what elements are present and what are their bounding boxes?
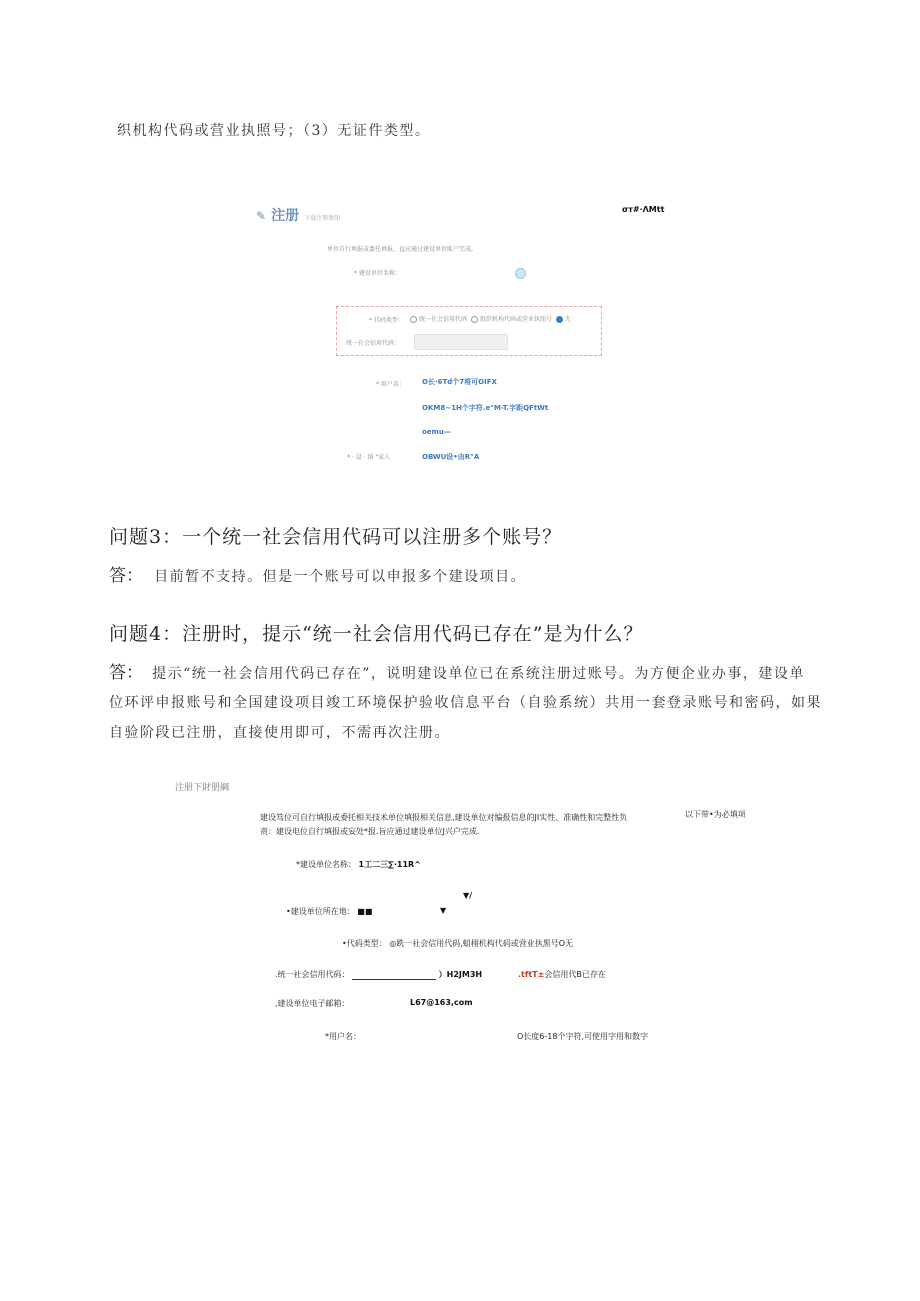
email-label: ,建设单位电子邮箱： [275,999,350,1008]
radio3-label: 无 [564,316,571,323]
answer-3-text: 目前暂不支持。但是一个账号可以申报多个建设项目。 [154,569,527,585]
register-subtitle[interactable]: 下载注册须知 [304,215,341,222]
radio1-label: 统一社会信用代码 [419,316,468,323]
answer-4-line2: 位环评申报账号和全国建设项目竣工环境保护验收信息平台（自验系统）共用一套登录账号和密码，如果 [109,695,822,711]
code-type-label: •代码类型： [342,939,387,948]
answer-4-line1 [109,658,805,683]
hint2-text: OKM8~1H个字符.e"M-T.字距QFtWt [422,404,549,412]
contact-hint [422,452,479,462]
pencil-icon: ✎ [256,209,267,223]
info-icon[interactable] [515,268,526,279]
radio2-label: 组织机构代码或营业执照号 [479,316,552,323]
username-label: *用户名： [325,1032,361,1041]
radio-org-code[interactable] [471,316,478,323]
password-hint [422,403,548,413]
required-note: 以下带•为必填项 [685,810,746,819]
radio-none[interactable] [556,316,563,323]
credit-code-field [275,969,482,980]
answer-3 [109,561,526,586]
error-message [518,969,606,980]
location-field [286,906,372,917]
question-4: 问题4：注册时，提示“统一社会信用代码已存在”是为什么？ [109,623,644,645]
answer-4-text-1: 提示“统一社会信用代码已存在”，说明建设单位已在系统注册过账号。为方便企业办事，建设单 [152,666,805,682]
unit-name-label: * 建设单位名称： [354,270,401,277]
hint1-text: O长·6Td个7将可OIFX [422,378,497,386]
hint4-text: OBWU设•由R"A [422,453,480,461]
code-type-label: * 代码类型： [369,317,404,324]
username-hint [422,377,497,387]
unit-name-label: *建设单位名称： [296,860,356,869]
unit-name-field [296,859,421,870]
chevron-down-icon[interactable]: ▼ [440,906,447,915]
register-title: 注册 [271,208,300,224]
location-label: •建设单位所在地： [286,907,355,916]
error-text: 会信用代B已存在 [544,970,606,979]
email-field [275,998,350,1009]
code-type-radios [408,314,571,323]
email-value[interactable]: L67@163,com [410,998,473,1007]
code-type-field [342,938,573,949]
intro-line: 织机构代码或营业执照号；（3）无证件类型。 [117,123,431,139]
username-hint: O长度6-18个字符,可使用字用和数字 [517,1032,648,1041]
unit-name-value[interactable]: 1工二三∑·11R^ [358,860,421,869]
dropdown-arrow-icon[interactable]: ▼/ [463,891,473,900]
location-value[interactable]: ■■ [357,907,373,916]
answer-4-line3: 自验阶段已注册，直接使用即可，不需再次注册。 [109,725,450,741]
username-label: * 用户名： [376,381,405,388]
confirm-hint [422,428,451,436]
reference-code: σт#·ΛMtt [622,205,665,214]
code-type-options[interactable]: ◎跣一社会信用代码,蛆栩机构代码或営业执黑号O无 [389,939,574,948]
header-link[interactable]: 注册下財册綱 [175,783,230,793]
notice-line1: 建设笃位可自行填报或委托相关技术单位填报相关信息,建设单位对编报信息的JI实性、准确性和完整性负 [260,813,628,822]
credit-code-label: .统一社会信用代码： [275,970,350,979]
radio-credit-code[interactable] [410,316,417,323]
contact-label: * · 设 · 纳 "家人 [347,454,391,461]
answer-label: 答： [109,566,143,586]
register-logo [256,205,340,225]
notice-line2: 责：建设电位自行填报或妄处*报.旨应通过建设单位J兴户完成. [260,827,480,836]
credit-code-input[interactable] [352,971,436,980]
credit-code-label: 统一社会信用代码： [346,340,401,347]
error-prefix: .tftT± [518,970,545,979]
credit-code-input[interactable] [414,334,508,350]
question-3: 问题3：一个统一社会信用代码可以注册多个账号？ [109,526,563,548]
answer-label: 答： [109,663,143,683]
hint3-text: oemu— [422,428,451,436]
form-notice: 单位自行填报或委托填报，直应通过建设单位账户完成。 [327,246,478,253]
credit-code-value: ）H2JM3H [438,970,483,979]
